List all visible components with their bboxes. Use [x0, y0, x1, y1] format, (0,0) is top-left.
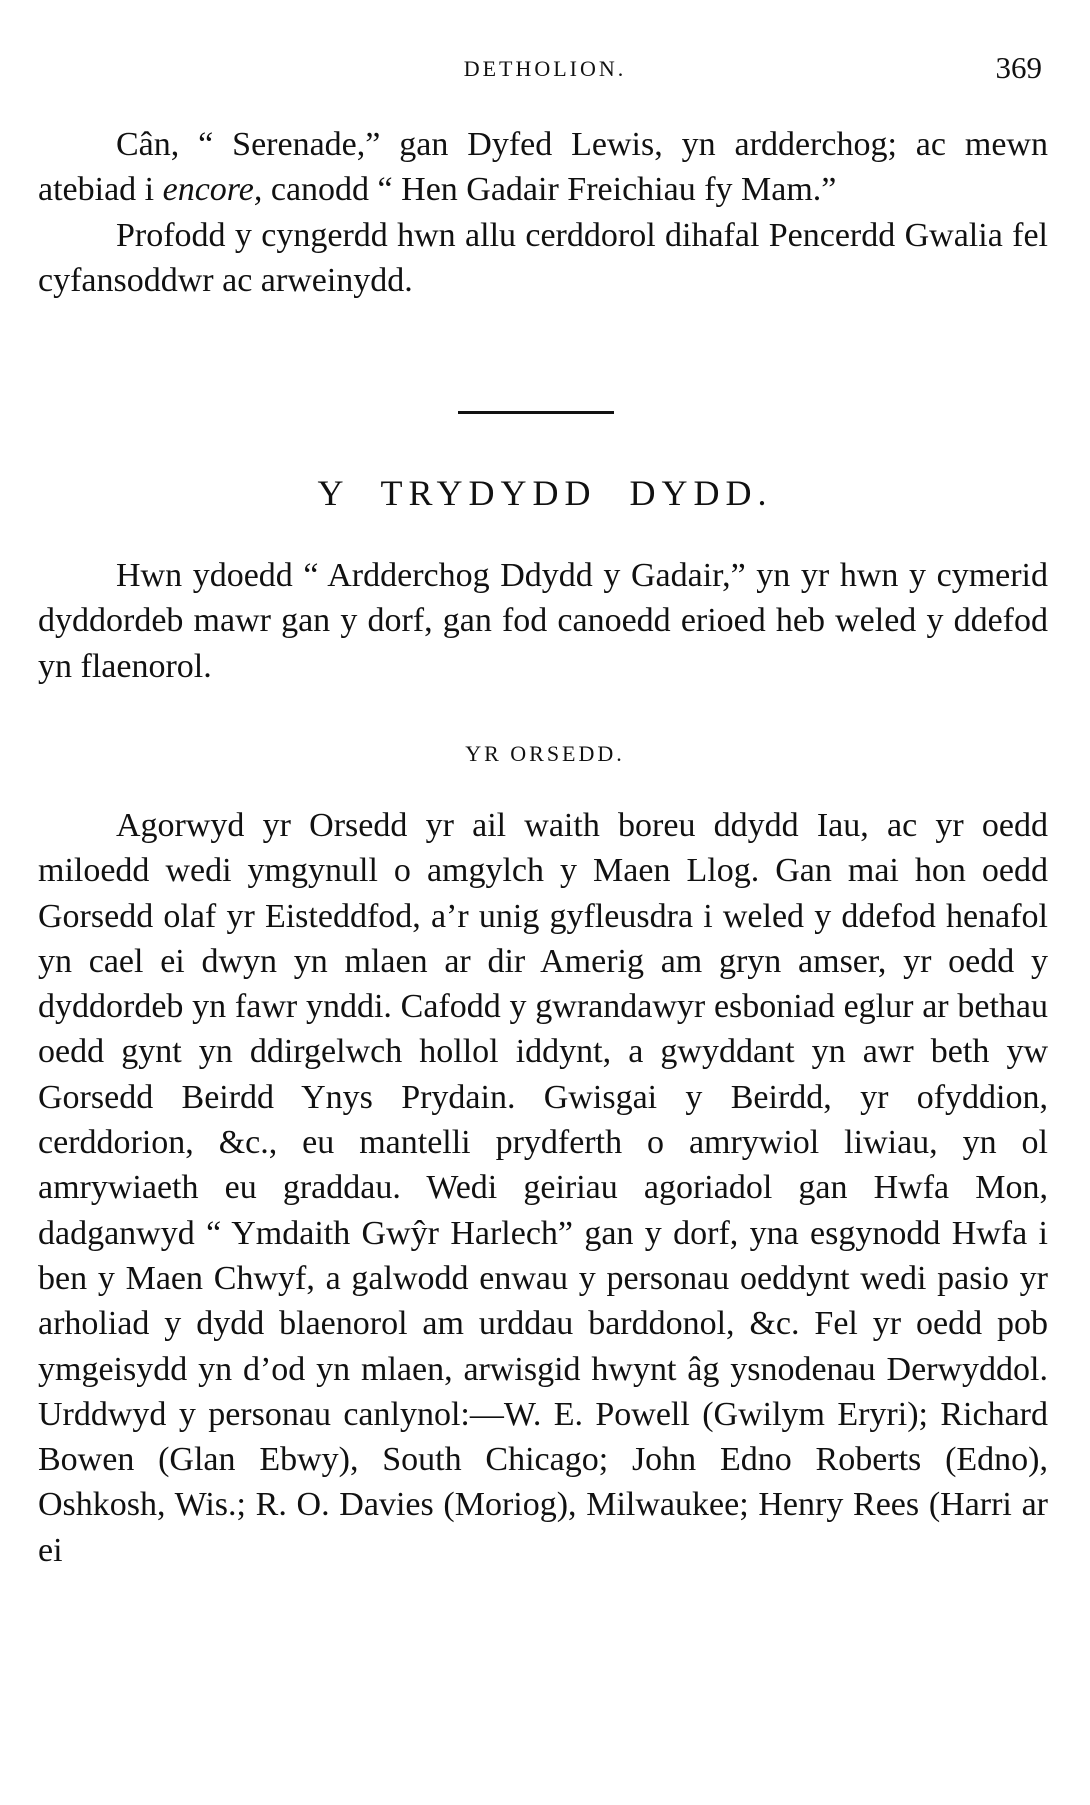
paragraph-concert-summary: Profodd y cyngerdd hwn allu cerddorol dihafal Pencerdd Gwalia fel cyfansoddwr ac arweinydd.: [38, 216, 1048, 299]
paragraph-gorsedd: Agorwyd yr Orsedd yr ail waith boreu ddydd Iau, ac yr oedd miloedd wedi ymgynull o amgylch y Maen Llog. Gan mai hon oedd Gorsedd olaf yr Eisteddfod, a’r unig gyfleusdra i weled y ddefod henafol yn cael ei dwyn yn mlaen ar dir Amerig am gryn amser, yr oedd y dyddordeb yn fawr ynddi. Cafodd y gwrandawyr esboniad eglur ar bethau oedd gynt yn ddirgelwch hollol iddynt, a gwyddant yn awr beth yw Gorsedd Beirdd Ynys Prydain. Gwisgai y Beirdd, yr ofyddion, cerddorion, &c., eu mantelli prydferth o amrywiol liwiau, yn ol amrywiaeth eu graddau. Wedi geiriau agoriadol gan Hwfa Mon, dadganwyd “ Ymdaith Gwŷr Harlech” gan y dorf, yna esgynodd Hwfa i ben y Maen Chwyf, a galwodd enwau y personau oeddynt wedi pasio yr arholiad y dydd blaenorol am urddau barddonol, &c. Fel yr oedd pob ymgeisydd yn d’od yn mlaen, arwisgid hwynt âg ysnodenau Derwyddol. Urddwyd y personau canlynol:—W. E. Powell (Gwilym Eryri); Richard Bowen (Glan Ebwy), South Chicago; John Edno Roberts (Edno), Oshkosh, Wis.; R. O. Davies (Moriog), Milwaukee; Henry Rees (Harri ar ei: [38, 807, 1048, 1569]
running-head: [0, 52, 1090, 92]
page-number: 369: [995, 50, 1042, 85]
section-concert-closing: [38, 122, 1048, 303]
running-title: DETHOLION.: [463, 56, 627, 81]
section-heading-third-day: Y TRYDYDD DYDD.: [317, 473, 773, 513]
italic-term: encore,: [162, 171, 263, 209]
paragraph-third-day: Hwn ydoedd “ Ardderchog Ddydd y Gadair,” yn yr hwn y cymerid dyddordeb mawr gan y dorf, gan fod canoedd erioed heb weled y ddefod yn flaenorol.: [38, 557, 1048, 685]
section-divider-rule: [458, 411, 614, 414]
subheading-gorsedd: YR ORSEDD.: [465, 741, 625, 766]
paragraph-concert-song: [38, 122, 1048, 213]
paragraph-text: Cân, “ Serenade,” gan Dyfed Lewis, yn ardderchog; ac mewn atebiad i: [38, 126, 1048, 209]
paragraph-text: canodd “ Hen Gadair Freichiau fy Mam.”: [262, 171, 837, 209]
section-gorsedd: [38, 803, 1048, 1573]
section-third-day: [38, 553, 1048, 689]
